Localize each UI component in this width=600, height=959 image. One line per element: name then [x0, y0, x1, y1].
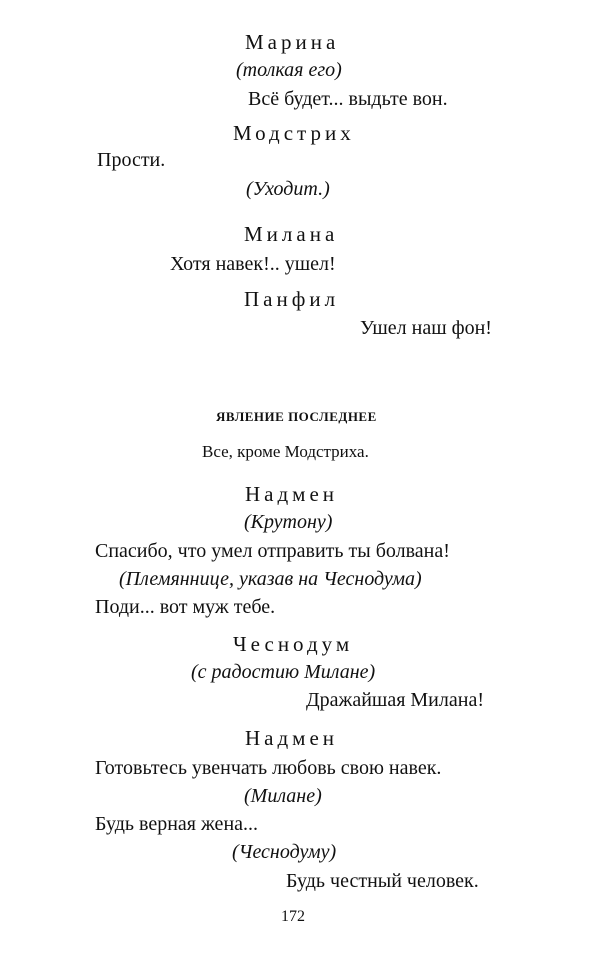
verse-line-marina: Всё будет... выдьте вон. [248, 88, 448, 110]
verse-line-prepare: Готовьтесь увенчать любовь свою навек. [95, 757, 442, 779]
speaker-nadmen-1: Надмен [245, 482, 339, 506]
speaker-panfil: Панфил [244, 287, 340, 311]
verse-line-podi: Поди... вот муж тебе. [95, 596, 276, 618]
stage-direction-marina: (толкая его) [236, 59, 342, 81]
verse-line-thanks: Спасибо, что умел отправить ты болвана! [95, 540, 450, 562]
stage-direction-krutonu: (Крутону) [244, 511, 333, 533]
speaker-modstrikh: Модстрих [233, 121, 355, 145]
verse-line-modstrikh: Прости. [97, 149, 166, 171]
verse-line-milana: Хотя навек!.. ушел! [170, 253, 336, 275]
scene-persons: Все, кроме Модстриха. [202, 442, 369, 461]
speaker-marina: Марина [245, 30, 340, 54]
speaker-nadmen-2: Надмен [245, 726, 339, 750]
verse-line-husband: Будь честный человек. [286, 870, 479, 892]
speaker-chesnodum: Чеснодум [233, 632, 354, 656]
stage-direction-plemyannitse: (Племяннице, указав на Чеснодума) [119, 568, 422, 590]
stage-direction-milane: (Милане) [244, 785, 322, 807]
page-number: 172 [281, 908, 305, 925]
verse-line-dearest: Дражайшая Милана! [306, 689, 484, 711]
verse-line-panfil: Ушел наш фон! [360, 317, 492, 339]
speaker-milana: Милана [244, 222, 339, 246]
stage-direction-exit: (Уходит.) [246, 178, 330, 200]
stage-direction-radostiyu: (с радостию Милане) [191, 661, 376, 683]
verse-line-wife: Будь верная жена... [95, 813, 259, 835]
scene-heading: ЯВЛЕНИЕ ПОСЛЕДНЕЕ [216, 409, 377, 424]
stage-direction-chesnodumu: (Чеснодуму) [232, 841, 337, 863]
